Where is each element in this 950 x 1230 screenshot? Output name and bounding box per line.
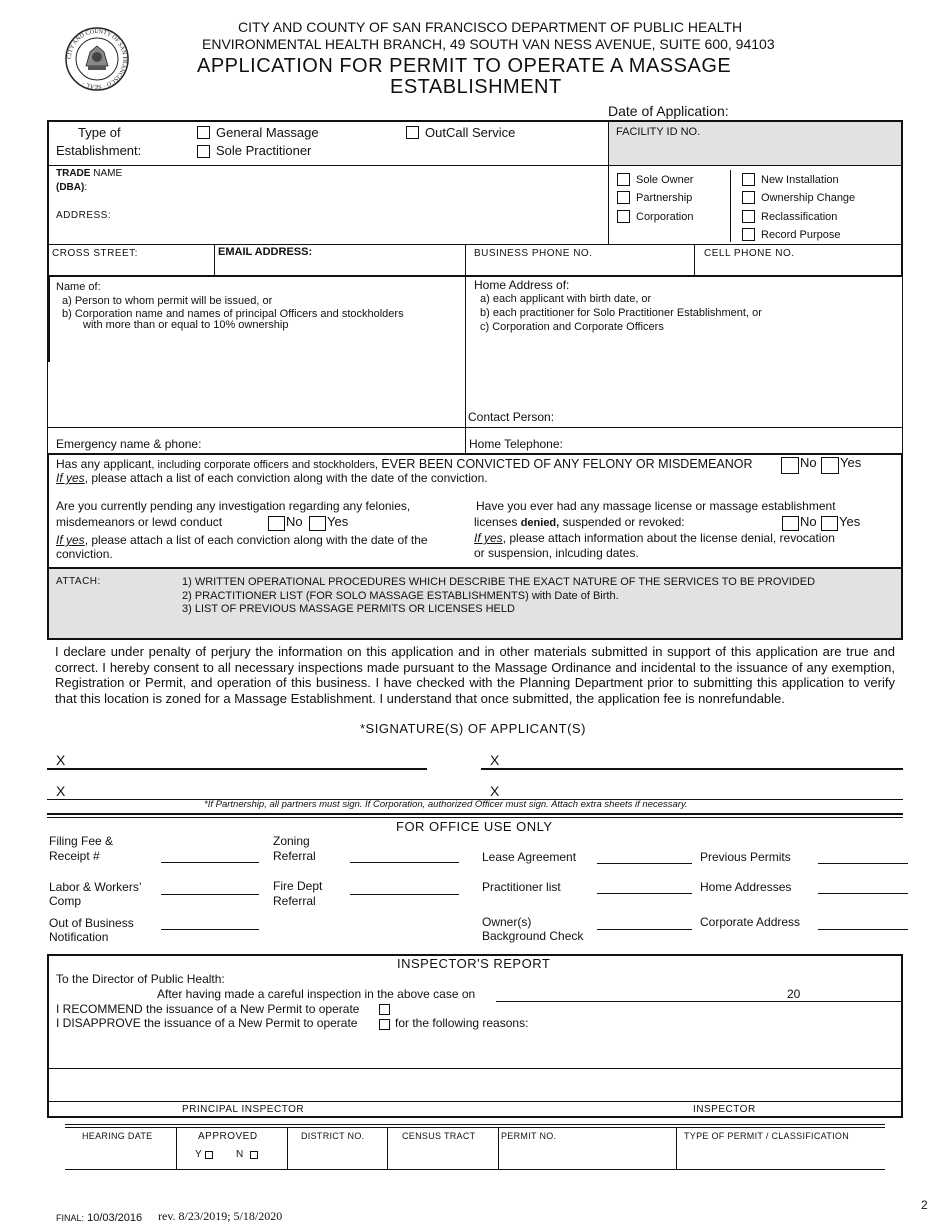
q3-yes-checkbox[interactable] [821, 516, 838, 531]
signature-note: *If Partnership, all partners must sign. If Corporation, authorized Officer must sign. Attach extra sheets if necessary. [204, 799, 688, 810]
q2-note [56, 534, 428, 548]
ownership-change-checkbox[interactable] [742, 191, 755, 204]
question-1 [56, 457, 753, 472]
labor-label: Labor & Workers’ [49, 880, 142, 894]
general-massage-label: General Massage [216, 125, 319, 140]
attach-label: ATTACH: [56, 576, 101, 587]
outcall-checkbox[interactable] [406, 126, 419, 139]
q1-yes-label: Yes [840, 455, 862, 470]
corporation-label: Corporation [636, 211, 694, 223]
outcall-label: OutCall Service [425, 125, 516, 140]
district-label: DISTRICT NO. [301, 1131, 365, 1141]
reasons-label: for the following reasons: [395, 1016, 529, 1030]
new-installation-label: New Installation [761, 174, 839, 186]
q3-note [474, 532, 835, 546]
q2-yes-checkbox[interactable] [309, 516, 326, 531]
filing-fee-label: Filing Fee & [49, 834, 114, 848]
approved-n-checkbox[interactable] [250, 1151, 258, 1159]
previous-permits-field[interactable] [818, 863, 908, 864]
record-purpose-label: Record Purpose [761, 229, 841, 241]
signature-line-2[interactable] [481, 768, 903, 770]
signature-title: *SIGNATURE(S) OF APPLICANT(S) [360, 721, 586, 736]
q1-ifyes: If yes [56, 471, 85, 485]
sig-x3: X [56, 783, 66, 799]
approved-n-label: N [236, 1149, 244, 1160]
sig-x4: X [490, 783, 500, 799]
principal-inspector-label: PRINCIPAL INSPECTOR [182, 1104, 305, 1115]
q3-denied: denied, [520, 517, 560, 529]
ownership-change-label: Ownership Change [761, 192, 856, 204]
declaration-text: I declare under penalty of perjury the information on this application and in other materials submitted in support of this application are true and correct. I hereby consent to all necessary inspections made pursuant to the Massage Ordinance and incidental to the issuance of any exemption, Registration or Permit, and operation of this business. I have checked with the Planning Department prior to submitting this application to verify that this location is zoned for a Massage Establishment. I understand that once submitted, the application fee is nonrefundable. [55, 644, 895, 706]
zoning-label-2: Referral [273, 849, 316, 863]
cell-phone-label: CELL PHONE NO. [704, 248, 795, 259]
q1-yes-checkbox[interactable] [821, 457, 839, 474]
seal-text: CITY AND COUNTY OF SAN FRANCISCO · SEAL · [66, 28, 128, 90]
corporate-address-label: Corporate Address [700, 915, 801, 929]
previous-permits-label: Previous Permits [700, 850, 791, 864]
owner-field[interactable] [597, 929, 692, 930]
home-c: c) Corporation and Corporate Officers [480, 321, 664, 333]
inspection-date-field[interactable] [496, 1001, 902, 1002]
fire-field[interactable] [350, 894, 459, 895]
header-line2: ENVIRONMENTAL HEALTH BRANCH, 49 SOUTH VAN NESS AVENUE, SUITE 600, 94103 [202, 36, 775, 52]
census-label: CENSUS TRACT [402, 1131, 476, 1141]
q2-no-label: No [286, 514, 303, 529]
attach-item-2: 2) PRACTITIONER LIST (FOR SOLO MASSAGE ESTABLISHMENTS) with Date of Birth. [182, 590, 619, 602]
corporation-checkbox[interactable] [617, 210, 630, 223]
practitioner-list-label: Practitioner list [482, 880, 561, 894]
approved-y-label: Y [195, 1149, 202, 1160]
reclassification-checkbox[interactable] [742, 210, 755, 223]
inspector-label: INSPECTOR [693, 1104, 756, 1115]
home-telephone-label: Home Telephone: [469, 437, 563, 451]
q3-ifyes: If yes [474, 531, 503, 545]
new-installation-checkbox[interactable] [742, 173, 755, 186]
attach-item-1: 1) WRITTEN OPERATIONAL PROCEDURES WHICH DESCRIBE THE EXACT NATURE OF THE SERVICES TO BE PROVIDED [182, 576, 816, 588]
q1d: , please attach a list of each conviction along with the date of the conviction. [84, 471, 488, 485]
recommend-label: I RECOMMEND the issuance of a New Permit to operate [56, 1002, 360, 1016]
q2a: Are you currently pending any investigation regarding any felonies, [56, 499, 411, 513]
owner-label-2: Background Check [482, 929, 584, 943]
reclassification-label: Reclassification [761, 211, 838, 223]
home-address-label: Home Address of: [474, 278, 570, 292]
q1c: EVER BEEN CONVICTED OF ANY FELONY OR MISDEMEANOR [381, 457, 753, 471]
dba-colon: : [84, 182, 88, 193]
partnership-label: Partnership [636, 192, 693, 204]
hearing-date-label: HEARING DATE [82, 1131, 153, 1141]
oob-label-2: Notification [49, 930, 109, 944]
contact-person-label: Contact Person: [468, 410, 555, 424]
page-title-line1: APPLICATION FOR PERMIT TO OPERATE A MASSAGE [197, 55, 732, 77]
name-of-label: Name of: [56, 281, 101, 293]
approved-y-checkbox[interactable] [205, 1151, 213, 1159]
q3b: licenses [474, 515, 518, 529]
q3-no-checkbox[interactable] [782, 516, 799, 531]
type-label-2: Establishment: [56, 143, 142, 158]
home-a: a) each applicant with birth date, or [480, 293, 652, 305]
q3-yes-label: Yes [839, 514, 861, 529]
signature-line-1[interactable] [47, 768, 427, 770]
q2d: conviction. [56, 547, 113, 561]
zoning-label: Zoning [273, 834, 310, 848]
general-massage-checkbox[interactable] [197, 126, 210, 139]
owner-label: Owner(s) [482, 915, 532, 929]
q3b-line [474, 516, 685, 530]
corporate-address-field[interactable] [818, 929, 908, 930]
emergency-label: Emergency name & phone: [56, 437, 202, 451]
header-line1: CITY AND COUNTY OF SAN FRANCISCO DEPARTMENT OF PUBLIC HEALTH [238, 19, 743, 35]
q2-yes-label: Yes [327, 514, 349, 529]
trade-name-label [56, 168, 122, 180]
q3-no-label: No [800, 514, 817, 529]
to-director: To the Director of Public Health: [56, 972, 225, 986]
labor-field[interactable] [161, 894, 259, 895]
year-label: 20 [787, 987, 801, 1001]
sole-owner-checkbox[interactable] [617, 173, 630, 186]
email-label: EMAIL ADDRESS: [218, 246, 313, 258]
type-of-permit-label: TYPE OF PERMIT / CLASSIFICATION [684, 1131, 849, 1141]
revision-label: rev. 8/23/2019; 5/18/2020 [158, 1209, 283, 1223]
fire-label: Fire Dept [273, 879, 323, 893]
date-of-application-label: Date of Application: [608, 103, 729, 119]
q1-note [56, 472, 488, 486]
sole-owner-label: Sole Owner [636, 174, 694, 186]
labor-label-2: Comp [49, 894, 82, 908]
page-title-line2: ESTABLISHMENT [390, 76, 562, 98]
lease-label: Lease Agreement [482, 850, 577, 864]
sig-x1: X [56, 752, 66, 768]
filing-fee-field[interactable] [161, 862, 259, 863]
q1-no-label: No [800, 455, 817, 470]
trade-label: TRADE [56, 168, 91, 179]
facility-id-label: FACILITY ID NO. [616, 126, 701, 138]
city-seal-icon [64, 26, 130, 92]
dba-text: (DBA) [56, 182, 85, 193]
q1-no-checkbox[interactable] [781, 457, 799, 474]
name-b1: b) Corporation name and names of principal Officers and stockholders [62, 308, 404, 320]
q3a: Have you ever had any massage license or massage establishment [476, 499, 836, 513]
sole-practitioner-checkbox[interactable] [197, 145, 210, 158]
type-label: Type of [78, 125, 121, 140]
home-addresses-field[interactable] [818, 893, 908, 894]
q3d: , please attach information about the license denial, revocation [502, 531, 835, 545]
inspector-title: INSPECTOR'S REPORT [397, 956, 551, 971]
final-text: FINAL: [56, 1213, 85, 1223]
sole-practitioner-label: Sole Practitioner [216, 143, 312, 158]
oob-field[interactable] [161, 929, 259, 930]
q2b: misdemeanors or lewd conduct [56, 515, 223, 529]
after-inspection: After having made a careful inspection in the above case on [157, 987, 476, 1001]
recommend-checkbox[interactable] [379, 1004, 390, 1015]
name-label: NAME [93, 168, 123, 179]
permit-no-label: PERMIT NO. [501, 1131, 557, 1141]
cross-street-label: CROSS STREET: [52, 248, 138, 259]
q1b: , including corporate officers and stockholders, [151, 459, 379, 471]
record-purpose-checkbox[interactable] [742, 228, 755, 241]
approved-label: APPROVED [198, 1131, 258, 1142]
name-b2: with more than or equal to 10% ownership [83, 319, 289, 331]
q3c: suspended or revoked: [562, 515, 685, 529]
final-date: 10/03/2016 [87, 1212, 143, 1224]
fire-label-2: Referral [273, 894, 316, 908]
home-b: b) each practitioner for Solo Practitioner Establishment, or [480, 307, 762, 319]
final-label [56, 1212, 142, 1225]
attach-item-3: 3) LIST OF PREVIOUS MASSAGE PERMITS OR LICENSES HELD [182, 603, 515, 615]
oob-label: Out of Business [49, 916, 134, 930]
practitioner-field[interactable] [597, 893, 692, 894]
dba-label [56, 182, 87, 194]
office-use-title: FOR OFFICE USE ONLY [396, 819, 553, 834]
business-phone-label: BUSINESS PHONE NO. [474, 248, 593, 259]
page-number: 2 [921, 1198, 928, 1212]
q3e: or suspension, inlcuding dates. [474, 546, 639, 560]
lease-field[interactable] [597, 863, 692, 864]
home-addresses-label: Home Addresses [700, 880, 792, 894]
zoning-field[interactable] [350, 862, 459, 863]
name-a: a) Person to whom permit will be issued, or [62, 295, 273, 307]
address-label: ADDRESS: [56, 210, 112, 221]
receipt-label: Receipt # [49, 849, 100, 863]
q2-no-checkbox[interactable] [268, 516, 285, 531]
disapprove-label: I DISAPPROVE the issuance of a New Permit to operate [56, 1016, 358, 1030]
q1a: Has any applicant [56, 457, 152, 471]
sig-x2: X [490, 752, 500, 768]
q2c: , please attach a list of each conviction along with the date of the [84, 533, 428, 547]
disapprove-checkbox[interactable] [379, 1019, 390, 1030]
q2-ifyes: If yes [56, 533, 85, 547]
partnership-checkbox[interactable] [617, 191, 630, 204]
